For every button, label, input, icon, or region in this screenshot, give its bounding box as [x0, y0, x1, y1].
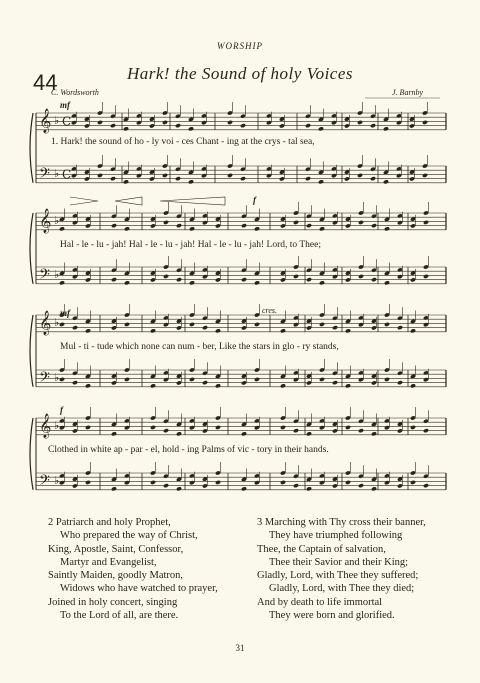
verse-2 [48, 516, 218, 622]
verse-line: Who prepared the way of Christ, [60, 530, 198, 542]
composer-credit: J. Barnby [392, 88, 424, 97]
hymn-number: 44 [33, 70, 58, 95]
verse-line: They were born and glorified. [269, 610, 395, 622]
svg-text:𝄞: 𝄞 [39, 310, 52, 335]
svg-text:𝄢: 𝄢 [39, 266, 50, 287]
verse-line: Gladly, Lord, with Thee they suffered; [257, 570, 419, 582]
dynamic-mark: f [253, 195, 256, 205]
verse-line: 3 Marching with Thy cross their banner, [257, 517, 426, 528]
author-credit: C. Wordsworth [51, 88, 99, 97]
verse-line: And by death to life immortal [257, 596, 383, 608]
svg-text:𝄞: 𝄞 [39, 108, 52, 133]
svg-text:♭: ♭ [54, 166, 60, 180]
svg-text:♭: ♭ [54, 370, 60, 384]
verse-line: Widows who have watched to prayer, [60, 583, 218, 595]
svg-text:𝄞: 𝄞 [39, 413, 52, 438]
verse-line: Thee, the Captain of salvation, [257, 543, 386, 555]
svg-text:𝄢: 𝄢 [39, 472, 50, 493]
svg-text:C: C [62, 167, 72, 182]
verse-line: Martyr and Evangelist, [60, 556, 157, 568]
verse-line: Saintly Maiden, goodly Matron, [48, 570, 184, 582]
verse-line: King, Apostle, Saint, Confessor, [48, 543, 184, 555]
lyric-line: Mul - ti - tude which none can num - ber, Like the stars in glo - ry stands, [60, 342, 339, 352]
verse-3 [257, 516, 426, 622]
verse-line: Thee their Savior and their King; [269, 556, 409, 568]
svg-text:♭: ♭ [54, 113, 60, 127]
hymn-title: Hark! the Sound of holy Voices [126, 64, 354, 83]
svg-text:𝄢: 𝄢 [39, 369, 50, 390]
verse-line: They have triumphed following [269, 530, 403, 542]
verse-line: Joined in holy concert, singing [48, 596, 178, 608]
lyric-line: 1. Hark! the sound of ho - ly voi - ces Chant - ing at the crys - tal sea, [51, 137, 315, 147]
svg-text:♭: ♭ [54, 267, 60, 281]
svg-text:𝄢: 𝄢 [39, 165, 50, 186]
dynamic-mark: cres. [262, 306, 278, 315]
dynamic-mark: f [60, 405, 63, 415]
page-number: 31 [235, 643, 245, 653]
svg-text:♭: ♭ [54, 315, 60, 329]
dynamic-mark: mf [60, 308, 70, 318]
svg-text:𝄞: 𝄞 [39, 208, 52, 233]
verse-line: Gladly, Lord, with Thee they died; [269, 583, 415, 595]
section-heading: WORSHIP [217, 41, 263, 51]
svg-text:C: C [62, 114, 72, 129]
svg-text:♭: ♭ [54, 418, 60, 432]
lyric-line: Hal - le - lu - jah! Hal - le - lu - jah! Hal - le - lu - jah! Lord, to Thee; [60, 240, 321, 250]
svg-text:♭: ♭ [54, 473, 60, 487]
svg-text:♭: ♭ [54, 213, 60, 227]
verse-line: To the Lord of all, are there. [60, 610, 179, 622]
lyric-line: Clothed in white ap - par - el, hold - ing Palms of vic - tory in their hands. [48, 445, 329, 455]
verse-line: 2 Patriarch and holy Prophet, [48, 517, 171, 528]
dynamic-mark: mf [60, 100, 70, 110]
